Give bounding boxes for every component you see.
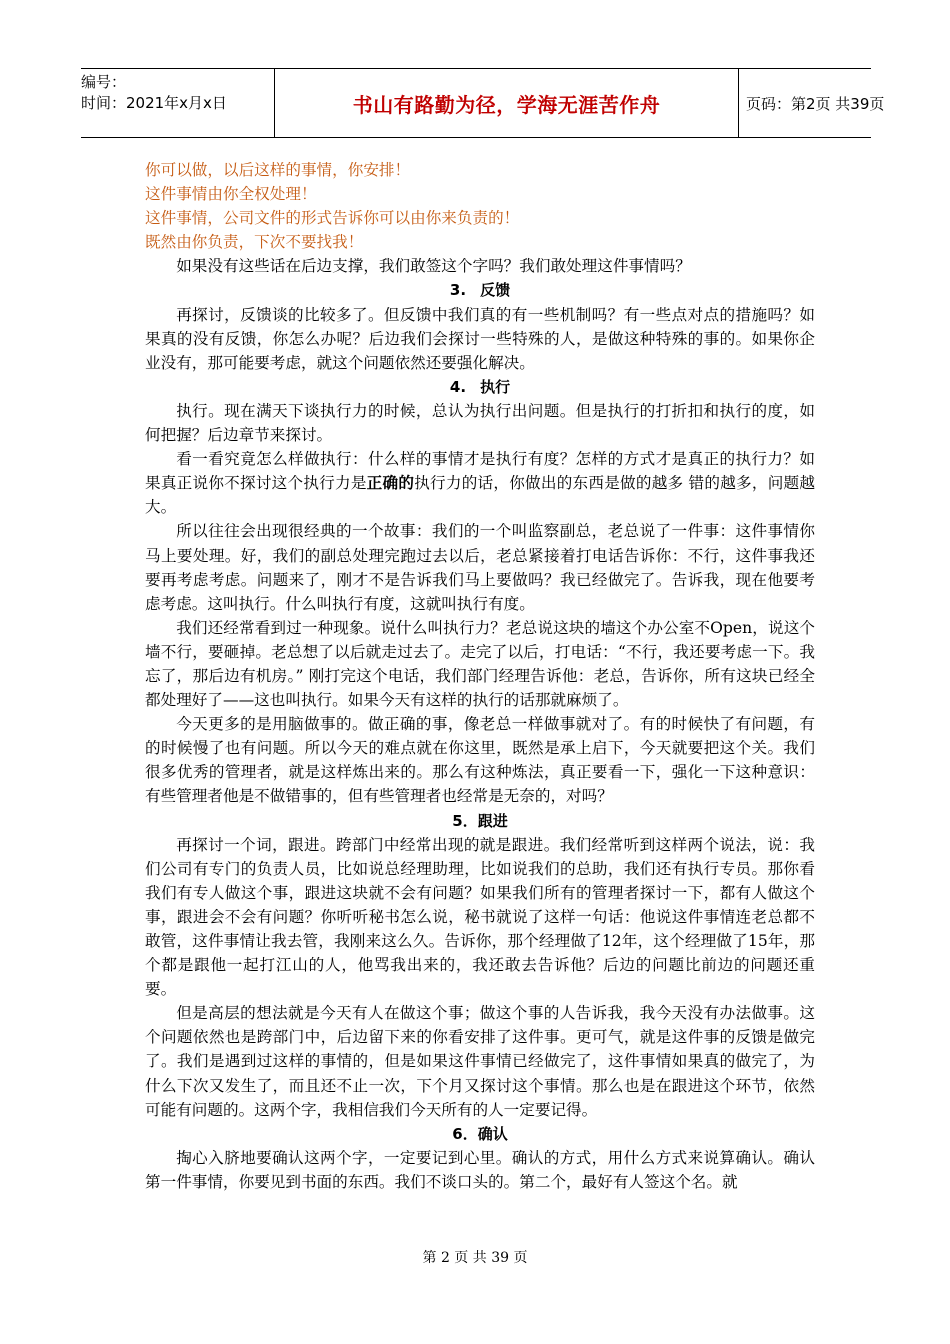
paragraph-with-bold [145,447,815,519]
paragraph: 今天更多的是用脑做事的。做正确的事，像老总一样做事就对了。有的时候快了有问题，有的时候慢了也有问题。所以今天的难点就在你这里，既然是承上启下，今天就要把这个关。我们很多优秀的管理者，就是这样炼出来的。那么有这种炼法，真正要看一下，强化一下这种意识：有些管理者他是不做错事的，但有些管理者也经常是无奈的，对吗？ [145,715,815,806]
page-header [81,68,885,138]
section-title: 执行 [480,377,511,396]
orange-line: 这件事情，公司文件的形式告诉你可以由你来负责的！ [145,209,520,228]
intro-paragraph: 如果没有这些话在后边支撑，我们敢签这个字吗？我们敢处理这件事情吗？ [176,257,691,276]
header-motto: 书山有路勤为径，学海无涯苦作舟 [352,92,661,117]
paragraph: 再探讨一个词，跟进。跨部门中经常出现的就是跟进。我们经常听到这样两个说法，说：我们公司有专门的负责人员，比如说总经理助理，比如说我们的总助，我们还有执行专员。那你看我们有专人做这个事，跟进这块就不会有问题？如果我们所有的管理者探讨一下，都有人做这个事，跟进会不会有问题？你听听秘书怎么说，秘书就说了这样一句话：他说这件事情连老总都不敢管，这件事情让我去管，我刚来这么久。告诉你，那个经理做了12年，这个经理做了15年，那个都是跟他一起打江山的人，他骂我出来的，我还敢去告诉他？后边的问题比前边的问题还重要。 [145,835,815,999]
text-run: 执行力的话，你做出的东西是做的越多 错的越多，问题越大。 [145,474,815,517]
bold-text: 正确的 [366,474,415,493]
orange-line: 这件事情由你全权处理！ [145,185,317,204]
section-heading-confirm: 6．确认 [452,1124,508,1143]
paragraph: 再探讨，反馈谈的比较多了。但反馈中我们真的有一些机制吗？有一些点对点的措施吗？如果真的没有反馈，你怎么办呢？后边我们会探讨一些特殊的人，是做这种特殊的事的。如果你企业没有，那可能要考虑，就这个问题依然还要强化解决。 [145,305,815,372]
header-motto-cell [275,69,739,137]
document-body [145,158,815,1194]
section-number: 3. [449,281,467,300]
paragraph: 但是高层的想法就是今天有人在做这个事；做这个事的人告诉我，我今天没有办法做事。这个问题依然也是跨部门中，后边留下来的你看安排了这件事。更可气，就是这件事的反馈是做完了。我们是遇到过这样的事情的，但是如果这件事情已经做完了，这件事情如果真的做完了，为什么下次又发生了，而且还不止一次，下个月又探讨这个事情。那么也是在跟进这个环节，依然可能有问题的。这两个字，我相信我们今天所有的人一定要记得。 [145,1004,815,1119]
paragraph: 所以往往会出现很经典的一个故事：我们的一个叫监察副总，老总说了一件事：这件事情你马上要处理。好，我们的副总处理完跑过去以后，老总紧接着打电话告诉你：不行，这件事我还要再考虑考虑。问题来了，刚才不是告诉我们马上要做吗？我已经做完了。告诉我，现在他要考虑考虑。这叫执行。什么叫执行有度，这就叫执行有度。 [145,522,815,613]
date-line: 时间：2021年x月x日 [81,94,227,112]
section-heading-follow-up: 5．跟进 [452,811,508,830]
orange-line: 你可以做，以后这样的事情，你安排！ [145,161,411,179]
doc-number-label: 编号： [81,73,127,91]
paragraph: 掏心入脐地要确认这两个字，一定要记到心里。确认的方式，用什么方式来说算确认。确认第一件事情，你要见到书面的东西。我们不谈口头的。第二个，最好有人签这个名。就 [145,1148,815,1191]
header-page-info: 页码：第2页 共39页 [746,94,885,113]
section-title: 反馈 [480,281,511,300]
page-footer: 第 2 页 共 39 页 [422,1250,528,1266]
header-meta [81,69,275,137]
section-number: 4. [449,377,467,396]
orange-line: 既然由你负责，下次不要找我！ [145,233,364,252]
paragraph: 我们还经常看到过一种现象。说什么叫执行力？老总说这块的墙这个办公室不Open，说这个墙不行，要砸掉。老总想了以后就走过去了。走完了以后，打电话：“不行，我还要考虑一下。我忘了，那后边有机房。” 刚打完这个电话，我们部门经理告诉他：老总，告诉你，所有这块已经全都处理好了——这也叫执行。如果今天有这样的执行的话那就麻烦了。 [145,618,815,710]
section-heading-execution [145,375,815,399]
text-run: 看一看究竟怎么样做执行：什么样的事情才是执行有度？怎样的方式才是真正的执行力？如果真正说你不探讨这个执行力是 [145,450,815,493]
paragraph: 执行。现在满天下谈执行力的时候，总认为执行出问题。但是执行的打折扣和执行的度，如何把握？后边章节来探讨。 [145,401,815,445]
section-heading-feedback [145,278,815,302]
